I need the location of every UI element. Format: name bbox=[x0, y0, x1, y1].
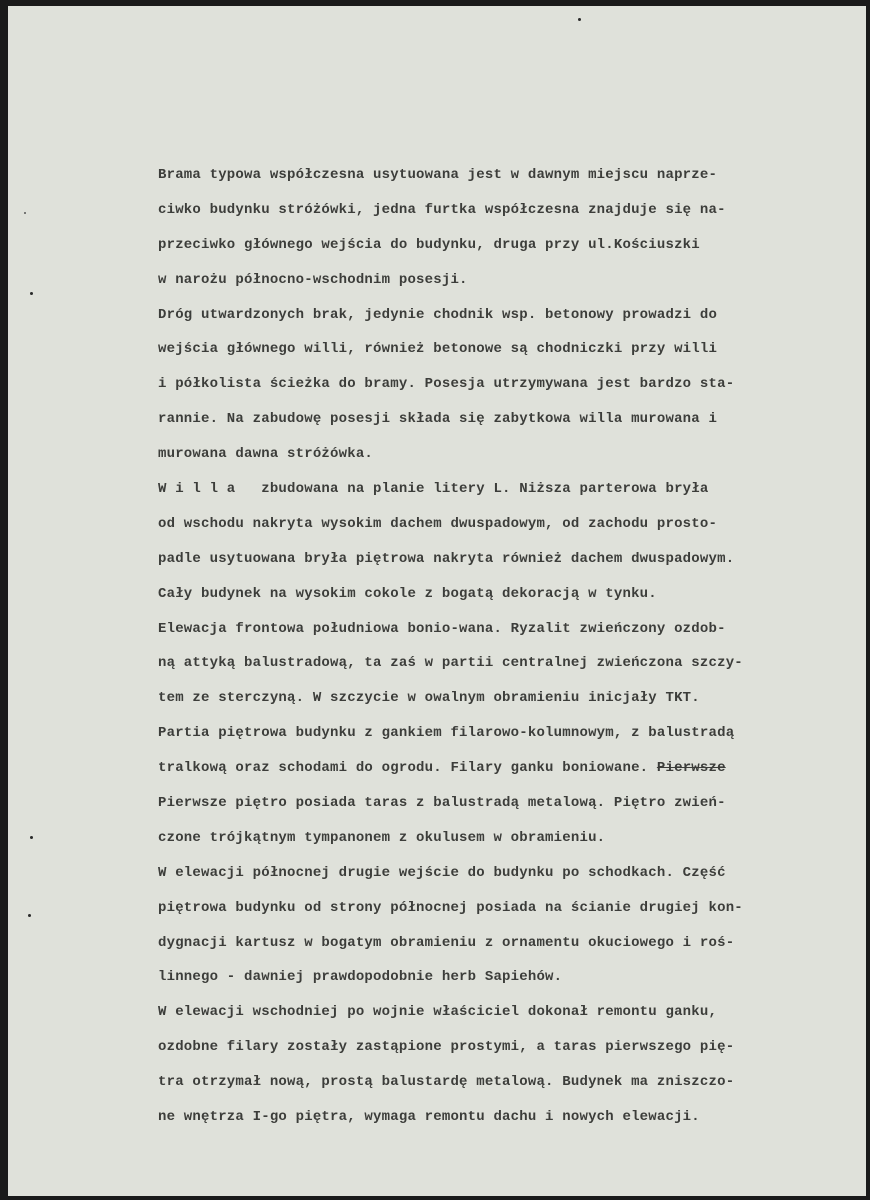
document-page bbox=[8, 6, 866, 1196]
text-line: ozdobne filary zostały zastąpione prostymi, a taras pierwszego pię- bbox=[158, 1039, 735, 1056]
dot-mark bbox=[28, 914, 31, 917]
dot-mark bbox=[24, 212, 26, 214]
text-line: padle usytuowana bryła piętrowa nakryta również dachem dwuspadowym. bbox=[158, 550, 735, 567]
dot-mark bbox=[30, 836, 33, 839]
dot-mark bbox=[30, 292, 33, 295]
text-line: wejścia głównego willi, również betonowe są chodniczki przy willi bbox=[158, 341, 718, 358]
text-line: rannie. Na zabudowę posesji składa się zabytkowa willa murowana i bbox=[158, 411, 718, 428]
dot-mark bbox=[578, 18, 581, 21]
text-line: Pierwsze piętro posiada taras z balustradą metalową. Piętro zwień- bbox=[158, 795, 726, 812]
text-line: Cały budynek na wysokim cokole z bogatą dekoracją w tynku. bbox=[158, 585, 657, 602]
text-line: ną attyką balustradową, ta zaś w partii centralnej zwieńczona szczy- bbox=[158, 655, 743, 672]
text-line: dygnacji kartusz w bogatym obramieniu z ornamentu okuciowego i roś- bbox=[158, 934, 735, 951]
text-line: Brama typowa współczesna usytuowana jest w dawnym miejscu naprze- bbox=[158, 167, 718, 183]
text-line: Elewacja frontowa południowa bonio-wana. Ryzalit zwieńczony ozdob- bbox=[158, 620, 726, 637]
text-line: W elewacji wschodniej po wojnie właściciel dokonał remontu ganku, bbox=[158, 1004, 718, 1021]
typed-text bbox=[158, 158, 858, 1135]
text-line: czone trójkątnym tympanonem z okulusem w obramieniu. bbox=[158, 829, 606, 846]
text-line: tem ze sterczyną. W szczycie w owalnym obramieniu inicjały TKT. bbox=[158, 690, 700, 707]
text-line-with-strike bbox=[158, 751, 858, 786]
text-line: piętrowa budynku od strony północnej posiada na ścianie drugiej kon- bbox=[158, 899, 743, 916]
text-line: W i l l a zbudowana na planie litery L. Niższa parterowa bryła bbox=[158, 481, 709, 498]
text-line: ne wnętrza I-go piętra, wymaga remontu dachu i nowych elewacji. bbox=[158, 1109, 700, 1126]
text-line: i półkolista ścieżka do bramy. Posesja utrzymywana jest bardzo sta- bbox=[158, 376, 735, 393]
text-line: linnego - dawniej prawdopodobnie herb Sapiehów. bbox=[158, 969, 563, 986]
text-line: przeciwko głównego wejścia do budynku, druga przy ul.Kościuszki bbox=[158, 236, 700, 253]
text-line: W elewacji północnej drugie wejście do budynku po schodkach. Część bbox=[158, 864, 726, 881]
text-line: ciwko budynku stróżówki, jedna furtka współczesna znajduje się na- bbox=[158, 201, 726, 218]
text-line: murowana dawna stróżówka. bbox=[158, 446, 374, 463]
text-line: tra otrzymał nową, prostą balustardę metalową. Budynek ma zniszczo- bbox=[158, 1074, 735, 1091]
text-line: od wschodu nakryta wysokim dachem dwuspadowym, od zachodu prosto- bbox=[158, 515, 718, 532]
struck-word: Pierwsze bbox=[656, 760, 726, 777]
text-line: w narożu północno-wschodnim posesji. bbox=[158, 271, 468, 288]
text-line: Dróg utwardzonych brak, jedynie chodnik wsp. betonowy prowadzi do bbox=[158, 306, 718, 323]
text-line: Partia piętrowa budynku z gankiem filarowo-kolumnowym, z balustradą bbox=[158, 725, 735, 742]
text-segment: tralkową oraz schodami do ogrodu. Filary ganku boniowane. bbox=[158, 760, 649, 777]
